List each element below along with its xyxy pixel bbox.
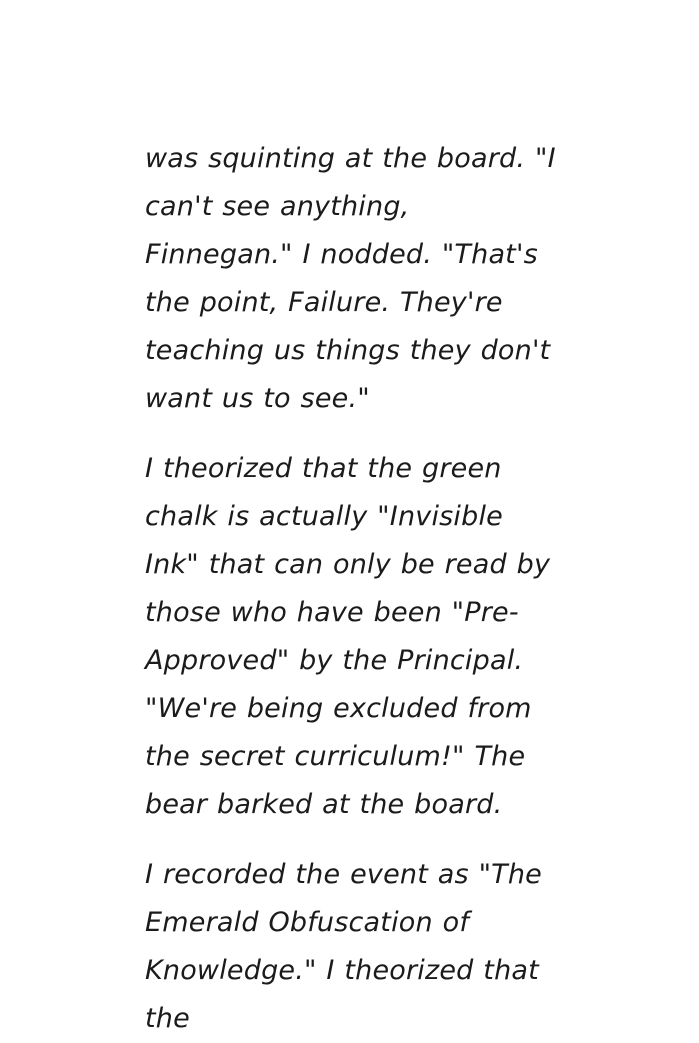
paragraph-2: I theorized that the green chalk is actually "Invisible Ink" that can only be read by those who have been "Pre-Approved" by the Principal. "We're being excluded from the secret curriculum!" The bear barked at the board. <box>145 453 551 820</box>
paragraph-1: was squinting at the board. "I can't see anything, Finnegan." I nodded. "That's the point, Failure. They're teaching us things they don't want us to see." <box>145 143 556 414</box>
paragraph-3: I recorded the event as "The Emerald Obfuscation of Knowledge." I theorized that the <box>145 859 542 1034</box>
